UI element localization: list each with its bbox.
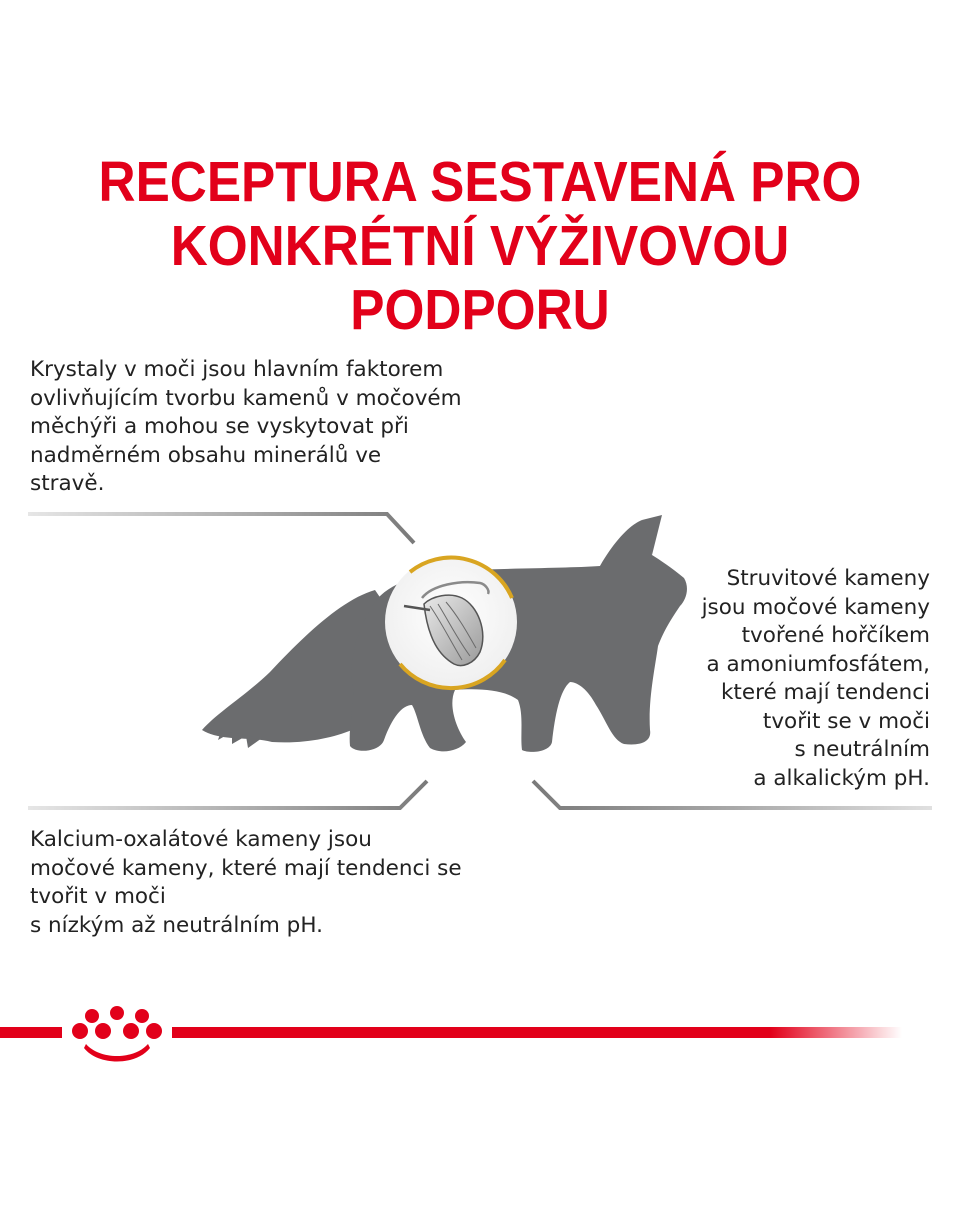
callout-oxalate-line: močové kameny, které mají tendenci se <box>30 855 462 881</box>
title-line-2: KONKRÉTNÍ VÝŽIVOVOU PODPORU <box>170 214 790 342</box>
callout-struvite-line: a amoniumfosfátem, <box>706 651 930 677</box>
callout-crystals-line: ovlivňujícím tvorbu kamenů v močovém <box>30 385 462 411</box>
callout-oxalate-line: tvořit v moči <box>30 884 166 909</box>
callout-oxalate-line: Kalcium-oxalátové kameny jsou <box>30 827 372 852</box>
callout-crystals-line: nadměrném obsahu minerálů ve <box>30 442 382 468</box>
callout-struvite-line: a alkalickým pH. <box>753 765 930 791</box>
callout-crystals-line: Krystaly v moči jsou hlavním faktorem <box>30 357 444 382</box>
callout-struvite-line: tvořit se v moči <box>762 708 930 734</box>
callout-struvite-line: tvořené hořčíkem <box>741 623 930 648</box>
callout-crystals <box>30 356 462 499</box>
callout-struvite-line: Struvitové kameny <box>726 566 930 591</box>
callout-crystals-line: stravě. <box>30 471 105 496</box>
callout-struvite <box>702 565 930 793</box>
callout-struvite-line: jsou močové kameny <box>701 594 930 620</box>
callout-struvite-line: které mají tendenci <box>720 680 930 705</box>
callout-oxalate-line: s nízkým až neutrálním pH. <box>30 912 323 938</box>
bladder-badge <box>385 556 517 688</box>
title-line-1: RECEPTURA SESTAVENÁ PRO <box>98 150 862 214</box>
callout-oxalate <box>30 826 462 940</box>
royal-canin-crown-logo <box>72 1006 162 1062</box>
callout-line-bottom-left <box>28 781 427 808</box>
callout-struvite-line: s neutrálním <box>794 737 930 762</box>
callout-crystals-line: měchýři a mohou se vyskytovat při <box>30 414 409 439</box>
callout-line-top-left <box>28 514 414 543</box>
